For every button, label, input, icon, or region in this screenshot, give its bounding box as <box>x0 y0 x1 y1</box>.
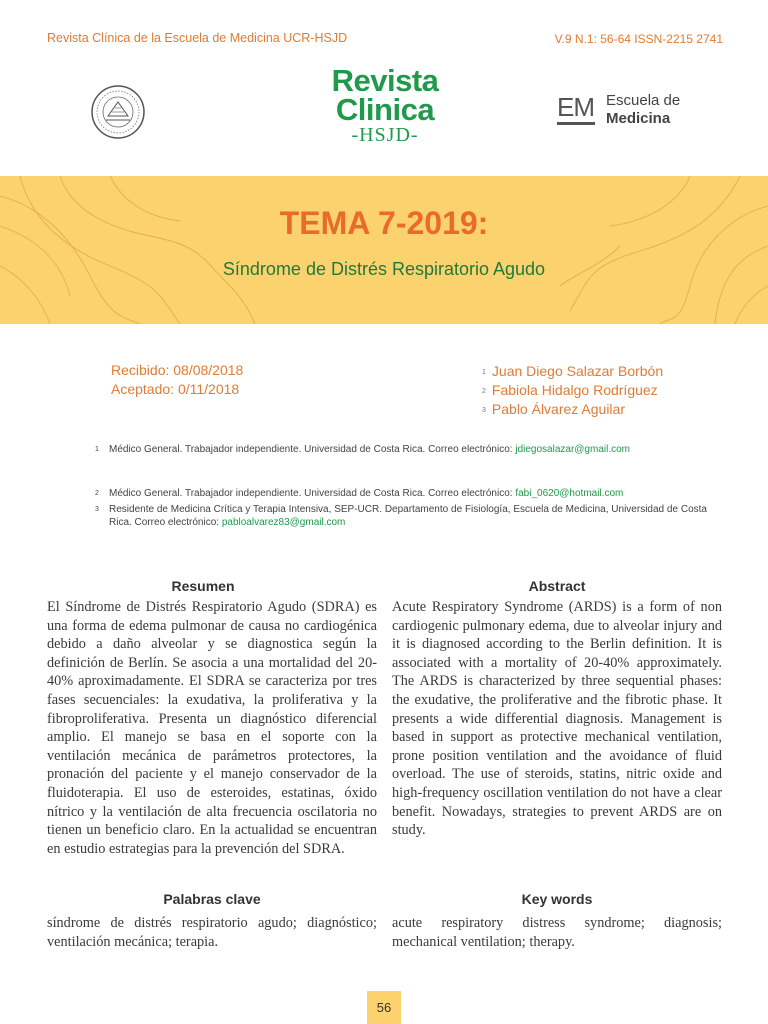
logo-text-hsjd: -HSJD- <box>351 124 419 146</box>
resumen-body: El Síndrome de Distrés Respiratorio Agudo (SDRA) es una forma de edema pulmonar de causa no cardiogénica debido a daño alveolar y se diagnostica según la definición de Berlín. Se asocia a una mortalidad del 20-40% aproximadamente. El SDRA se caracteriza por tres fases secuenciales: la exudativa, la proliferativa y la fibroproliferativa. Presenta un diagnóstico diferencial amplio. El manejo se basa en el soporte con la ventilación mecánica de parámetros protectores, la pronación del paciente y el manejo conservador de la fluidoterapia. El uso de esteroides, estatinas, óxido nítrico y la ventilación de alta frecuencia oscilatoria no tienen un beneficio claro. En la actualidad se encuentran en estudio estrategias para la prevención del SDRA. <box>47 599 377 857</box>
affiliation-number: 1 <box>95 446 99 453</box>
logo-text-clinica: Clinica <box>335 92 435 127</box>
author-number: 3 <box>482 407 486 414</box>
page-number: 56 <box>376 1000 392 1015</box>
abstract-heading: Abstract <box>528 578 586 594</box>
affiliation-number: 2 <box>95 490 99 497</box>
school-name-line2: Medicina <box>606 110 671 127</box>
author-item <box>482 363 663 379</box>
author-number: 2 <box>482 388 486 395</box>
affiliation-item <box>95 503 707 529</box>
affiliation-email[interactable]: jdiegosalazar@gmail.com <box>515 444 630 455</box>
author-name: Fabiola Hidalgo Rodríguez <box>491 382 658 398</box>
key-words-body: acute respiratory distress syndrome; diagnosis; mechanical ventilation; therapy. <box>392 915 722 950</box>
article-subtitle: Síndrome de Distrés Respiratorio Agudo <box>222 259 546 279</box>
volume-issue: V.9 N.1: 56-64 ISSN-2215 2741 <box>554 32 723 46</box>
resumen-heading: Resumen <box>171 578 235 594</box>
school-name-line1: Escuela de <box>606 92 681 109</box>
affiliation-item <box>95 487 707 500</box>
key-words-heading: Key words <box>521 891 593 907</box>
university-seal-icon <box>90 84 146 140</box>
abstract-body: Acute Respiratory Syndrome (ARDS) is a form of non cardiogenic pulmonary edema, due to alveolar injury and it is diagnosed according to the Berlin definition. It is associated with a mortality of 20-40% approximately. The ARDS is characterized by three sequential phases: the exudative, the proliferative and the fibrotic phase. It presents a wide differential diagnosis. Management is based in support as protective mechanical ventilation, prone position ventilation and the avoidance of fluid overload. The use of steroids, statins, nitric oxide and high-frequency oscillation ventilation do not have a clear benefit. Nowadays, strategies to prevent ARDS are on study. <box>392 599 722 839</box>
affiliation-item <box>95 443 707 456</box>
journal-name: Revista Clínica de la Escuela de Medicina UCR-HSJD <box>47 31 348 45</box>
received-date: Recibido: 08/08/2018 <box>111 362 244 378</box>
affiliation-number: 3 <box>95 506 99 513</box>
article-theme-title: TEMA 7-2019: <box>279 205 489 241</box>
affiliation-text: Médico General. Trabajador independiente. Universidad de Costa Rica. Correo electrónico: <box>109 488 516 499</box>
author-number: 1 <box>482 369 486 376</box>
author-name: Pablo Álvarez Aguilar <box>491 401 625 417</box>
title-banner <box>0 176 768 324</box>
banner-vein-pattern <box>0 176 768 324</box>
affiliation-email[interactable]: fabi_0620@hotmail.com <box>515 488 624 499</box>
affiliation-email[interactable]: pabloalvarez83@gmail.com <box>221 517 346 528</box>
author-item <box>482 382 658 398</box>
palabras-clave-body: síndrome de distrés respiratorio agudo; diagnóstico; ventilación mecánica; terapia. <box>47 915 377 950</box>
school-logo-mark: EM <box>557 92 594 122</box>
accepted-date: Aceptado: 0/11/2018 <box>111 381 240 397</box>
affiliation-text: Médico General. Trabajador independiente. Universidad de Costa Rica. Correo electrónico: <box>109 444 516 455</box>
logo-text-revista: Revista <box>331 63 439 98</box>
school-logo-underline <box>557 122 595 125</box>
author-name: Juan Diego Salazar Borbón <box>491 363 664 379</box>
palabras-clave-heading: Palabras clave <box>163 891 261 907</box>
affiliation-text: Residente de Medicina Crítica y Terapia Intensiva, SEP-UCR. Departamento de Fisiología, Escuela de Medicina, Universidad de Costa Rica. Correo electrónico: <box>109 504 707 528</box>
journal-logo <box>320 63 450 146</box>
author-item <box>482 401 625 417</box>
